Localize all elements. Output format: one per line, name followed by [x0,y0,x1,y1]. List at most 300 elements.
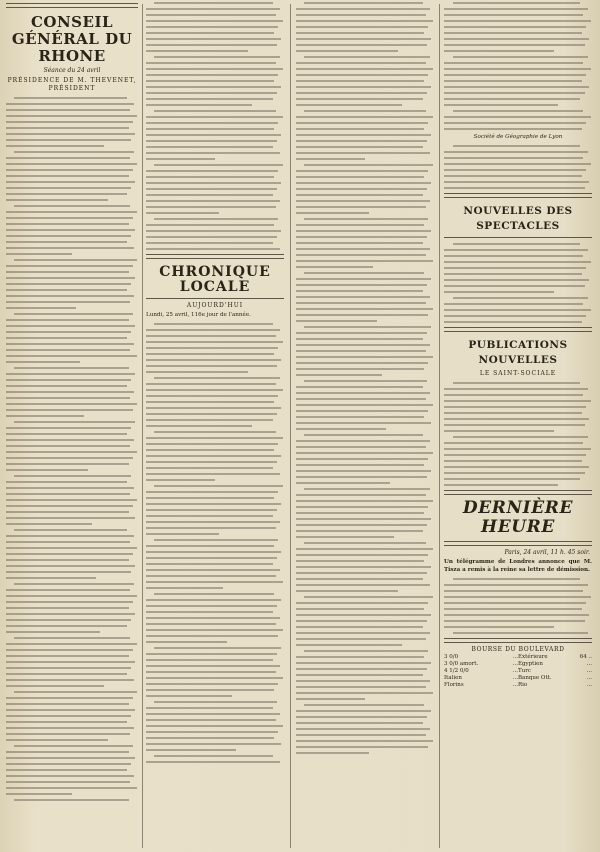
text-line [296,452,433,454]
text-line [453,436,588,438]
text-line [6,307,76,309]
text-line [154,539,278,541]
text-line [6,223,129,225]
text-line [304,110,425,112]
text-line [154,755,273,757]
bourse-cell: Italien [444,675,462,682]
text-line [6,247,134,249]
text-line [296,140,427,142]
text-line [296,638,426,640]
text-line [6,535,134,537]
text-line [146,449,274,451]
text-line [6,763,131,765]
text-line [296,590,398,592]
text-line [6,235,131,237]
text-line [444,273,582,275]
text-line [6,211,137,213]
text-line [6,337,127,339]
text-line [296,296,430,298]
text-line [6,565,135,567]
text-line [444,626,554,628]
text-line [296,26,428,28]
text-line [296,236,427,238]
text-line [296,98,423,100]
text-line [146,695,232,697]
text-line [6,739,108,741]
text-line [6,655,129,657]
rule [444,490,592,495]
article-text [146,321,284,763]
text-line [296,338,423,340]
text-line [296,536,394,538]
bourse-cell: Banque Ott. [518,675,552,682]
text-line [146,176,274,178]
text-line [14,313,133,315]
text-line [146,413,277,415]
text-line [6,193,127,195]
text-line [444,128,582,130]
text-line [296,632,430,634]
text-line [304,434,423,436]
text-line [296,710,431,712]
text-line [296,740,433,742]
text-line [296,572,427,574]
text-line [444,80,582,82]
text-line [6,673,127,675]
text-line [444,163,591,165]
text-line [444,309,591,311]
text-line [6,283,131,285]
bourse-row [444,661,592,668]
text-line [146,731,278,733]
text-line [296,674,423,676]
text-line [146,467,273,469]
text-line [444,472,585,474]
section-title: CHRONIQUE LOCALE [159,264,271,295]
text-line [6,631,100,633]
text-line [296,680,430,682]
text-line [296,584,430,586]
text-line [296,464,424,466]
text-line [6,319,129,321]
text-line [296,134,431,136]
text-line [296,440,430,442]
text-line [6,709,135,711]
article-text-a [444,0,592,130]
text-line [146,389,283,391]
text-line [154,593,274,595]
text-line [6,457,133,459]
text-line [6,721,127,723]
text-line [296,80,424,82]
text-line [146,491,278,493]
rule [6,3,138,8]
text-line [444,187,585,189]
text-line [6,517,135,519]
text-line [444,26,586,28]
text-line [453,297,588,299]
text-line [146,8,280,10]
text-line [296,404,433,406]
text-line [444,454,586,456]
text-line [444,32,582,34]
text-line [6,391,134,393]
lead-paragraph: Un télégramme de Londres annonce que M. Tisza a remis à la reine sa lettre de démission. [444,559,592,573]
text-line [146,371,248,373]
text-line [6,271,129,273]
text-line [14,583,134,585]
text-line [146,230,281,232]
text-line [296,614,431,616]
text-line [6,109,130,111]
column-rule [439,4,440,848]
text-line [444,315,586,317]
presidency: PRÉSIDENCE DE M. THEVENET, PRÉSIDENT [7,77,137,92]
text-line [304,56,430,58]
text-line [146,26,278,28]
text-line [444,169,586,171]
text-line [146,128,274,130]
text-line [296,602,428,604]
text-line [6,121,133,123]
bourse-cell: ... [586,661,592,668]
bourse-cell: Turc [518,668,531,675]
text-line [146,68,283,70]
text-line [6,331,131,333]
publications-sub: LE SAINT-SOCIALE [479,370,557,378]
text-line [146,92,277,94]
text-line [444,261,591,263]
text-line [296,746,428,748]
text-line [6,439,134,441]
text-line [6,187,131,189]
text-line [6,277,135,279]
article-text-e [444,576,592,634]
text-line [6,487,134,489]
article-text-c [444,241,592,323]
text-line [296,422,431,424]
text-line [296,188,427,190]
text-line [146,641,227,643]
text-line [296,722,423,724]
text-line [146,659,273,661]
text-line [453,382,580,384]
text-line [146,503,281,505]
text-line [146,365,277,367]
text-line [146,515,273,517]
text-line [146,605,277,607]
text-line [296,20,433,22]
text-line [6,397,130,399]
text-line [296,686,426,688]
text-line [6,547,137,549]
text-line [154,110,275,112]
text-line [444,14,583,16]
text-line [304,218,428,220]
text-line [146,200,280,202]
text-line [296,8,430,10]
text-line [14,637,130,639]
text-line [146,527,276,529]
text-line [444,8,588,10]
column-2 [146,0,284,852]
text-line [296,170,428,172]
text-line [6,325,135,327]
rule [444,327,592,332]
text-line [146,80,274,82]
text-line [146,170,278,172]
text-line [14,745,133,747]
bourse-cell: ... [586,682,592,689]
text-line [304,704,424,706]
text-line [6,601,133,603]
text-line [6,349,130,351]
text-line [6,451,137,453]
section-title: NOUVELLES DES SPECTACLES [463,205,573,233]
text-line [146,98,273,100]
text-line [6,265,133,267]
text-line [6,463,129,465]
text-line [146,479,215,481]
text-line [296,68,433,70]
text-line [453,632,588,634]
text-line [146,188,277,190]
text-line [146,575,276,577]
text-line [6,511,129,513]
text-line [296,608,424,610]
text-line [6,697,133,699]
text-line [146,611,273,613]
text-line [444,418,589,420]
text-line [14,97,128,99]
bourse-cell: 64 .. [579,654,592,661]
text-line [146,62,276,64]
text-line [304,542,425,544]
text-line [444,98,580,100]
text-line [296,122,428,124]
text-line [6,469,88,471]
text-line [146,497,274,499]
text-line [296,74,428,76]
text-line [296,752,369,754]
text-line [6,715,131,717]
text-line [444,430,554,432]
text-line [296,242,423,244]
text-line [6,163,137,165]
text-line [146,86,281,88]
text-line [296,344,430,346]
text-line [444,62,583,64]
text-line [146,401,274,403]
text-line [146,689,274,691]
text-line [304,164,432,166]
text-line [6,505,133,507]
text-line [6,415,84,417]
text-line [146,140,277,142]
text-line [6,589,130,591]
text-line [453,145,580,147]
text-line [146,545,274,547]
text-line [296,224,424,226]
text-line [14,799,129,801]
text-line [6,169,133,171]
text-line [154,218,278,220]
text-line [6,619,131,621]
text-line [296,158,365,160]
text-line [296,566,431,568]
text-line [296,362,428,364]
text-line [146,329,280,331]
text-line [6,775,134,777]
text-line [6,577,96,579]
text-line [444,303,583,305]
text-line [146,116,283,118]
text-line [444,74,586,76]
text-line [296,86,431,88]
text-line [146,242,273,244]
text-line [146,551,281,553]
text-line [296,212,369,214]
text-line [146,599,281,601]
text-line [154,2,273,4]
bourse-cell: ... [512,668,518,675]
text-line [444,584,588,586]
text-line [146,437,283,439]
text-line [14,367,129,369]
column-3 [296,0,434,852]
text-line [444,442,583,444]
text-line [146,719,276,721]
text-line [146,533,219,535]
today-heading: AUJOURD'HUI [186,302,244,309]
text-line [296,92,427,94]
bourse-cell: ... [512,682,518,689]
text-line [146,473,280,475]
text-line [296,458,428,460]
text-line [6,481,127,483]
text-line [304,650,428,652]
text-line [6,157,130,159]
text-line [296,644,402,646]
text-line [6,217,133,219]
text-line [6,175,129,177]
text-line [154,647,281,649]
text-line [14,475,131,477]
text-line [146,683,278,685]
text-line [6,289,127,291]
rule [444,541,592,546]
text-line [304,2,423,4]
text-line [296,398,426,400]
text-line [146,443,278,445]
text-line [146,212,219,214]
text-line [146,581,283,583]
text-line [296,50,398,52]
text-line [296,62,426,64]
text-line [146,725,283,727]
bourse-table [444,654,592,689]
section-title: PUBLICATIONS NOUVELLES [468,339,568,367]
text-line [146,521,280,523]
section-title: DERNIÈRE HEURE [462,498,574,538]
text-line [304,326,431,328]
text-line [296,44,427,46]
text-line [146,14,276,16]
text-line [146,335,276,337]
text-line [296,668,427,670]
text-line [6,127,129,129]
text-line [444,388,588,390]
text-line [296,524,427,526]
text-line [146,665,280,667]
text-line [6,649,133,651]
text-line [6,595,137,597]
text-line [296,662,431,664]
text-line [146,383,276,385]
bourse-row [444,654,592,661]
text-line [146,677,283,679]
text-line [14,151,134,153]
text-line [6,133,135,135]
text-line [296,350,426,352]
rule [146,298,284,299]
bourse-cell: 3 0/0 [444,654,459,661]
text-line [146,629,283,631]
text-line [146,707,273,709]
text-line [444,157,583,159]
text-line [296,482,390,484]
text-line [444,400,591,402]
text-line [6,751,129,753]
text-line [444,478,580,480]
text-line [296,266,373,268]
text-line [6,607,129,609]
text-line [453,578,580,580]
text-line [6,355,137,357]
text-line [6,523,92,525]
bourse-row [444,682,592,689]
text-line [6,361,80,363]
text-line [304,380,427,382]
section-title: CONSEIL GÉNÉRAL DU RHONE [11,13,133,65]
text-line [296,260,433,262]
text-line [444,86,589,88]
bourse-row [444,668,592,675]
text-line [296,146,423,148]
text-line [6,541,130,543]
text-line [146,509,277,511]
text-line [146,341,283,343]
text-line [146,224,274,226]
text-line [6,403,137,405]
text-line [296,104,402,106]
text-line [296,128,424,130]
text-line [296,332,427,334]
text-line [296,320,377,322]
text-line [296,428,386,430]
rule [444,638,592,643]
bourse-cell: ... [586,675,592,682]
text-line [296,290,423,292]
text-line [296,38,431,40]
text-line [296,308,433,310]
text-line [444,68,591,70]
text-line [6,385,127,387]
text-line [146,569,280,571]
text-line [296,302,426,304]
text-line [146,749,236,751]
text-line [444,394,583,396]
